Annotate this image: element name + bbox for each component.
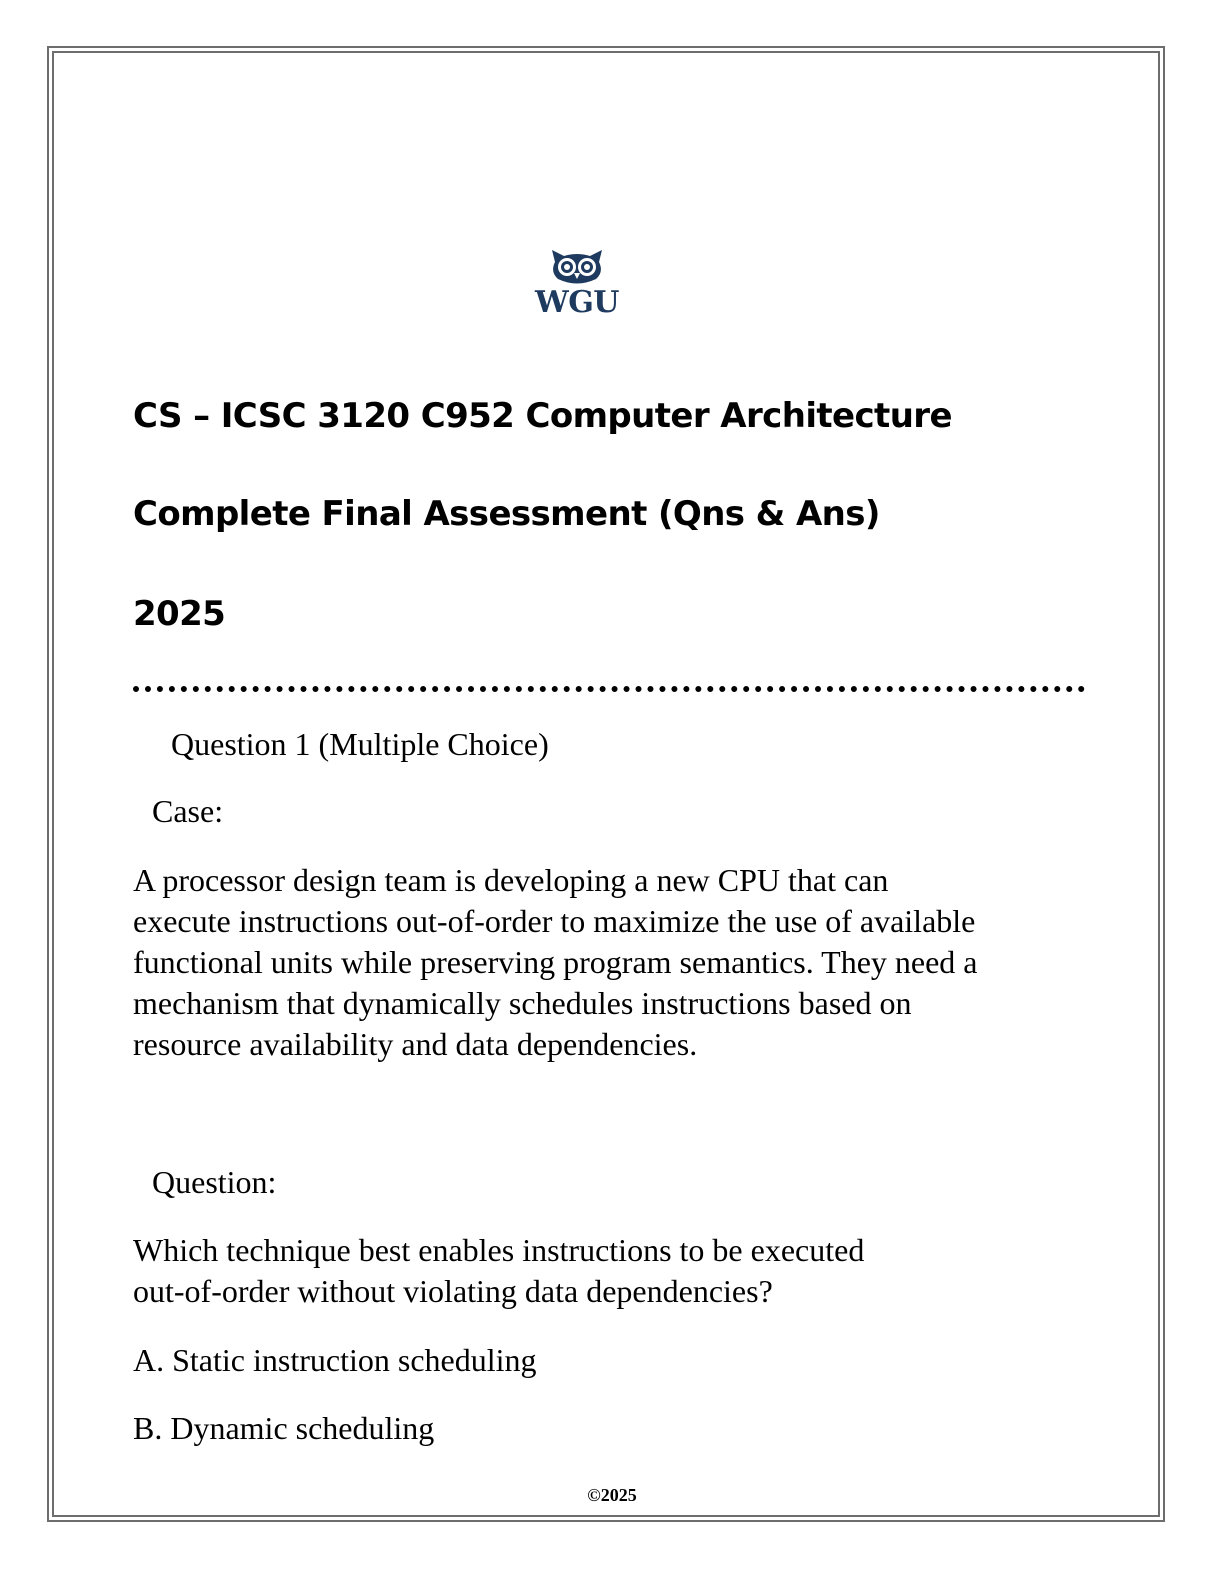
footer-copyright: ©2025 <box>587 1485 637 1505</box>
logo-text: WGU <box>535 285 619 320</box>
question-body <box>133 1230 864 1312</box>
answer-option-b: B. Dynamic scheduling <box>133 1410 435 1446</box>
answer-option-a: A. Static instruction scheduling <box>133 1342 537 1378</box>
wgu-logo <box>528 246 626 326</box>
case-body <box>133 860 978 1065</box>
question-line: out-of-order without violating data dependencies? <box>133 1273 773 1309</box>
case-line: A processor design team is developing a new CPU that can <box>133 862 889 898</box>
question-heading: Question 1 (Multiple Choice) <box>171 726 549 762</box>
question-label: Question: <box>152 1164 277 1200</box>
dotted-divider <box>133 686 1085 692</box>
owl-icon <box>546 246 608 286</box>
question-line: Which technique best enables instructions to be executed <box>133 1232 865 1268</box>
case-line: mechanism that dynamically schedules instructions based on <box>133 985 912 1021</box>
case-line: functional units while preserving program semantics. They need a <box>133 944 978 980</box>
document-title-line-1: CS – ICSC 3120 C952 Computer Architecture <box>133 396 952 436</box>
document-title-line-2: Complete Final Assessment (Qns & Ans) <box>133 494 880 534</box>
case-label: Case: <box>152 793 224 829</box>
case-line: resource availability and data dependencies. <box>133 1026 698 1062</box>
case-line: execute instructions out-of-order to maximize the use of available <box>133 903 976 939</box>
document-title-year: 2025 <box>133 594 226 634</box>
